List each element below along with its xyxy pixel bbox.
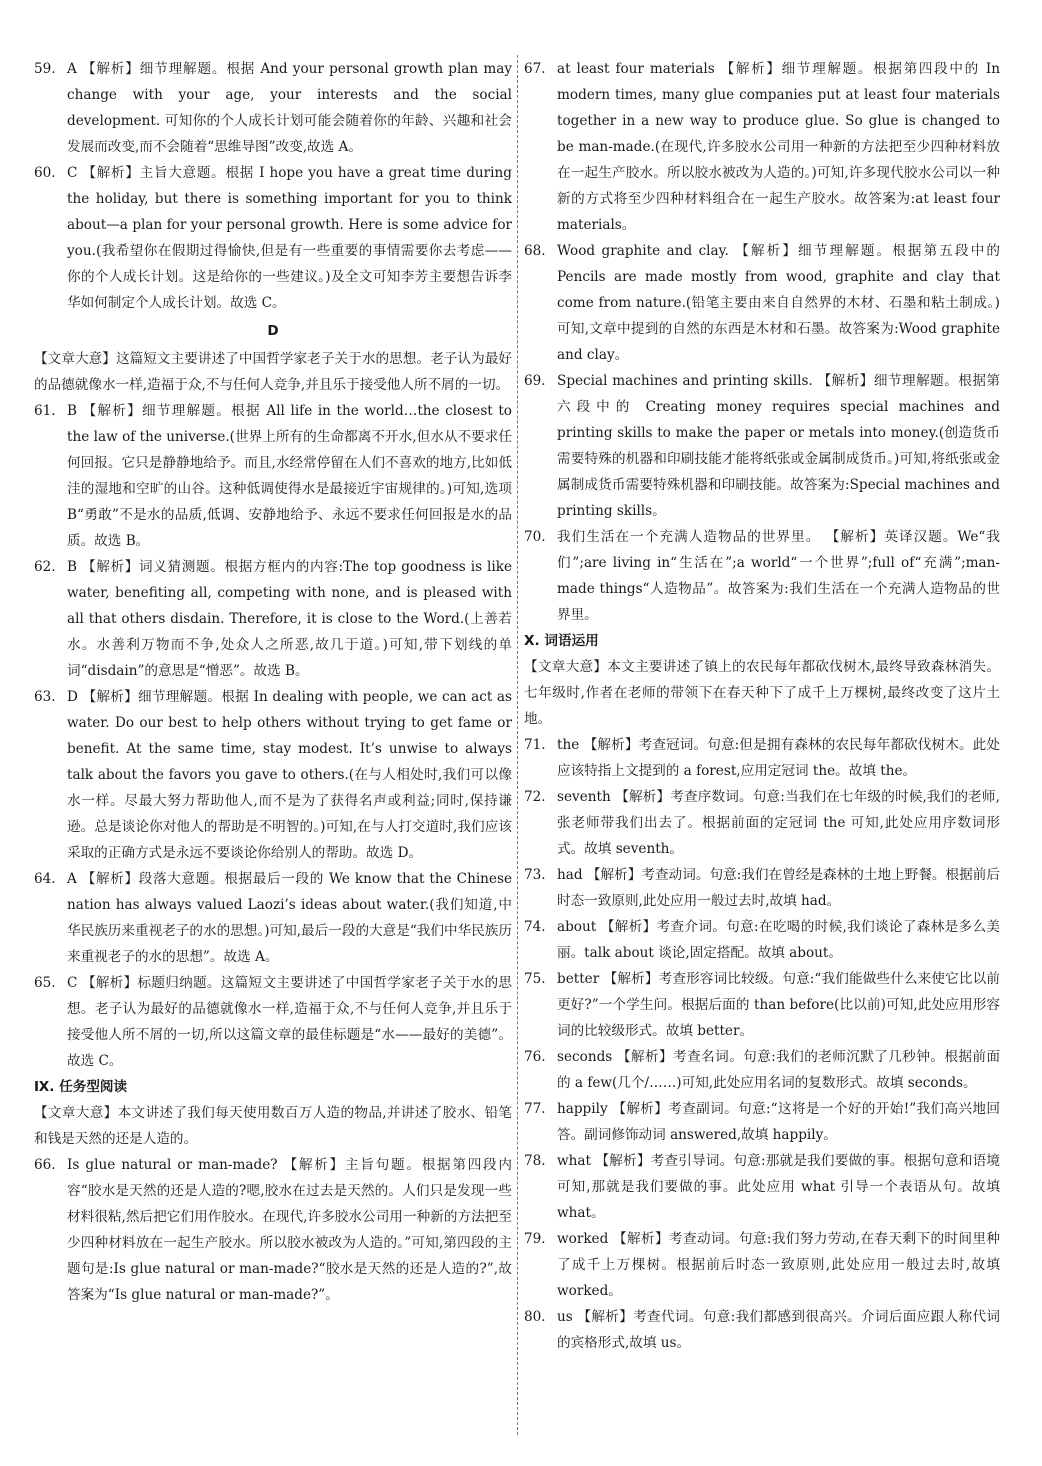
answer-item [34, 970, 512, 1074]
question-number: 68. [524, 243, 546, 259]
question-number: 62. [34, 559, 56, 575]
question-number: 77. [524, 1101, 546, 1117]
column-divider [517, 55, 518, 1435]
question-number: 60. [34, 165, 56, 181]
question-number: 66. [34, 1157, 56, 1173]
answer-item [524, 1226, 1000, 1304]
question-number: 65. [34, 975, 56, 991]
answer-item [524, 238, 1000, 368]
answer-text: A 【解析】细节理解题。根据 And your personal growth plan may change with your age, your interests and the social development. 可知你的个人成长计划可能会随着你的年龄、兴趣和社会发展而改变,而不会随着“思维导图”改变,故选 A。 [67, 61, 512, 155]
answer-item [524, 732, 1000, 784]
answer-item [524, 1148, 1000, 1226]
section-letter: D [267, 323, 279, 339]
question-number: 80. [524, 1309, 546, 1325]
answer-text: A 【解析】段落大意题。根据最后一段的 We know that the Chinese nation has always valued Laozi’s ideas about water.(我们知道,中华民族历来重视老子的水的思想。)可知,最后一段的大意是“我们中华民族历来重视老子的水的思想”。故选 A。 [67, 871, 512, 965]
answer-text: B 【解析】细节理解题。根据 All life in the world…the closest to the law of the universe.(世界上所有的生命都离不开水,但水从不要求任何回报。它只是静静地给予。而且,水经常停留在人们不喜欢的地方,比如低洼的湿地和空旷的山谷。这种低调使得水是最接近宇宙规律的。)可知,选项 B“勇敢”不是水的品质,低调、安静地给予、永远不要求任何回报是水的品质。故选 B。 [67, 403, 512, 549]
answer-text: seventh 【解析】考查序数词。句意:当我们在七年级的时候,我们的老师,张老师带我们出去了。根据前面的定冠词 the 可知,此处应用序数词形式。故填 seventh。 [557, 789, 1000, 857]
answer-text: B 【解析】词义猜测题。根据方框内的内容:The top goodness is like water, benefiting all, competing with none, and is pleased with all that others disdain. Therefore, it is close to the Word.(上善若水。水善利万物而不争,处众人之所恶,故几于道。)可知,带下划线的单词“disdain”的意思是“憎恶”。故选 B。 [67, 559, 512, 679]
summary-paragraph: 【文章大意】本文讲述了我们每天使用数百万人造的物品,并讲述了胶水、铅笔和钱是天然的还是人造的。 [34, 1105, 512, 1147]
answer-text: Wood graphite and clay. 【解析】细节理解题。根据第五段中的 Pencils are made mostly from wood, graphite and clay that come from nature.(铅笔主要由来自自然界的木材、石墨和粘土制成。)可知,文章中提到的自然的东西是木材和石墨。故答案为:Wood graphite and clay。 [557, 243, 1000, 363]
answer-text: seconds 【解析】考查名词。句意:我们的老师沉默了几秒钟。根据前面的 a few(几个/……)可知,此处应用名词的复数形式。故填 seconds。 [557, 1049, 1000, 1091]
question-number: 59. [34, 61, 56, 77]
section-heading: Ⅹ. 词语运用 [524, 633, 599, 649]
question-number: 79. [524, 1231, 546, 1247]
answer-text: D 【解析】细节理解题。根据 In dealing with people, we can act as water. Do our best to help others without trying to get fame or benefit. At the same time, stay modest. It’s unwise to always talk about the favors you gave to others.(在与人相处时,我们可以像水一样。尽最大努力帮助他人,而不是为了获得名声或利益;同时,保持谦逊。总是谈论你对他人的帮助是不明智的。)可知,在与人打交道时,我们应该采取的正确方式是永远不要谈论你给别人的帮助。故选 D。 [67, 689, 512, 861]
question-number: 61. [34, 403, 56, 419]
question-number: 72. [524, 789, 546, 805]
left-column [34, 56, 512, 1308]
question-number: 67. [524, 61, 546, 77]
answer-text: about 【解析】考查介词。句意:在吃喝的时候,我们谈论了森林是多么美丽。talk about 谈论,固定搭配。故填 about。 [557, 919, 1000, 961]
answer-text: at least four materials 【解析】细节理解题。根据第四段中的 In modern times, many glue companies put at least four materials together in a new way to produce glue. So glue is changed to be man-made.(在现代,许多胶水公司用一种新的方法把至少四种材料放在一起生产胶水。所以胶水被改为人造的。)可知,许多现代胶水公司以一种新的方式将至少四种材料组合在一起生产胶水。故答案为:at least four materials。 [557, 61, 1000, 233]
answer-item [524, 966, 1000, 1044]
question-number: 64. [34, 871, 56, 887]
answer-text: Special machines and printing skills. 【解析】细节理解题。根据第六段中的 Creating money requires special machines and printing skills to make the paper or metals into money.(创造货币需要特殊的机器和印刷技能才能将纸张或金属制成货币。)可知,将纸张或金属制成货币需要特殊机器和印刷技能。故答案为:Special machines and printing skills。 [557, 373, 1000, 519]
answer-item [34, 1152, 512, 1308]
answer-item [34, 866, 512, 970]
answer-text: 我们生活在一个充满人造物品的世界里。 【解析】英译汉题。We“我们”;are living in“生活在”;a world“一个世界”;full of“充满”;man-made things“人造物品”。故答案为:我们生活在一个充满人造物品的世界里。 [557, 529, 1000, 623]
answer-item [34, 554, 512, 684]
answer-item [524, 524, 1000, 628]
answer-item [524, 862, 1000, 914]
section-heading: Ⅸ. 任务型阅读 [34, 1079, 128, 1095]
answer-item [524, 1096, 1000, 1148]
answer-text: us 【解析】考查代词。句意:我们都感到很高兴。介词后面应跟人称代词的宾格形式,故填 us。 [557, 1309, 1000, 1351]
answer-text: happily 【解析】考查副词。句意:“这将是一个好的开始!”我们高兴地回答。副词修饰动词 answered,故填 happily。 [557, 1101, 1000, 1143]
summary-paragraph: 【文章大意】本文主要讲述了镇上的农民每年都砍伐树木,最终导致森林消失。七年级时,作者在老师的带领下在春天种下了成千上万棵树,最终改变了这片土地。 [524, 659, 1000, 727]
question-number: 73. [524, 867, 546, 883]
answer-item [34, 684, 512, 866]
answer-item [524, 1304, 1000, 1356]
answer-text: worked 【解析】考查动词。句意:我们努力劳动,在春天剩下的时间里种了成千上万棵树。根据前后时态一致原则,此处应用一般过去时,故填 worked。 [557, 1231, 1000, 1299]
question-number: 75. [524, 971, 546, 987]
answer-text: C 【解析】标题归纳题。这篇短文主要讲述了中国哲学家老子关于水的思想。老子认为最好的品德就像水一样,造福于众,不与任何人竞争,并且乐于接受他人所不屑的一切,所以这篇文章的最佳标题是“水——最好的美德”。故选 C。 [67, 975, 512, 1069]
question-number: 71. [524, 737, 546, 753]
answer-text: what 【解析】考查引导词。句意:那就是我们要做的事。根据句意和语境可知,那就是我们要做的事。此处应用 what 引导一个表语从句。故填 what。 [557, 1153, 1000, 1221]
answer-item [524, 1044, 1000, 1096]
answer-text: had 【解析】考查动词。句意:我们在曾经是森林的土地上野餐。根据前后时态一致原则,此处应用一般过去时,故填 had。 [557, 867, 1000, 909]
answer-item [34, 56, 512, 160]
answer-text: better 【解析】考查形容词比较级。句意:“我们能做些什么来使它比以前更好?”一个学生问。根据后面的 than before(比以前)可知,此处应用形容词的比较级形式。故填 better。 [557, 971, 1000, 1039]
answer-item [524, 914, 1000, 966]
answer-item [34, 160, 512, 316]
summary-paragraph: 【文章大意】这篇短文主要讲述了中国哲学家老子关于水的思想。老子认为最好的品德就像水一样,造福于众,不与任何人竞争,并且乐于接受他人所不屑的一切。 [34, 351, 512, 393]
answer-text: Is glue natural or man-made? 【解析】主旨句题。根据第四段内容“胶水是天然的还是人造的?嗯,胶水在过去是天然的。人们只是发现一些材料很粘,然后把它们用作胶水。在现代,许多胶水公司用一种新的方法把至少四种材料放在一起生产胶水。所以胶水被改为人造的。”可知,第四段的主题句是:Is glue natural or man-made?“胶水是天然的还是人造的?”,故答案为“Is glue natural or man-made?”。 [67, 1157, 512, 1303]
question-number: 76. [524, 1049, 546, 1065]
answer-item [524, 368, 1000, 524]
answer-item [524, 784, 1000, 862]
answer-item [34, 398, 512, 554]
answer-item [524, 56, 1000, 238]
answer-text: the 【解析】考查冠词。句意:但是拥有森林的农民每年都砍伐树木。此处应该特指上文提到的 a forest,应用定冠词 the。故填 the。 [557, 737, 1000, 779]
right-column [524, 56, 1000, 1356]
question-number: 70. [524, 529, 546, 545]
answer-text: C 【解析】主旨大意题。根据 I hope you have a great time during the holiday, but there is something important for you to think about—a plan for your personal growth. Here is some advice for you.(我希望你在假期过得愉快,但是有一些重要的事情需要你去考虑——你的个人成长计划。这是给你的一些建议。)及全文可知李芳主要想告诉李华如何制定个人成长计划。故选 C。 [67, 165, 512, 311]
question-number: 78. [524, 1153, 546, 1169]
question-number: 74. [524, 919, 546, 935]
question-number: 69. [524, 373, 546, 389]
question-number: 63. [34, 689, 56, 705]
